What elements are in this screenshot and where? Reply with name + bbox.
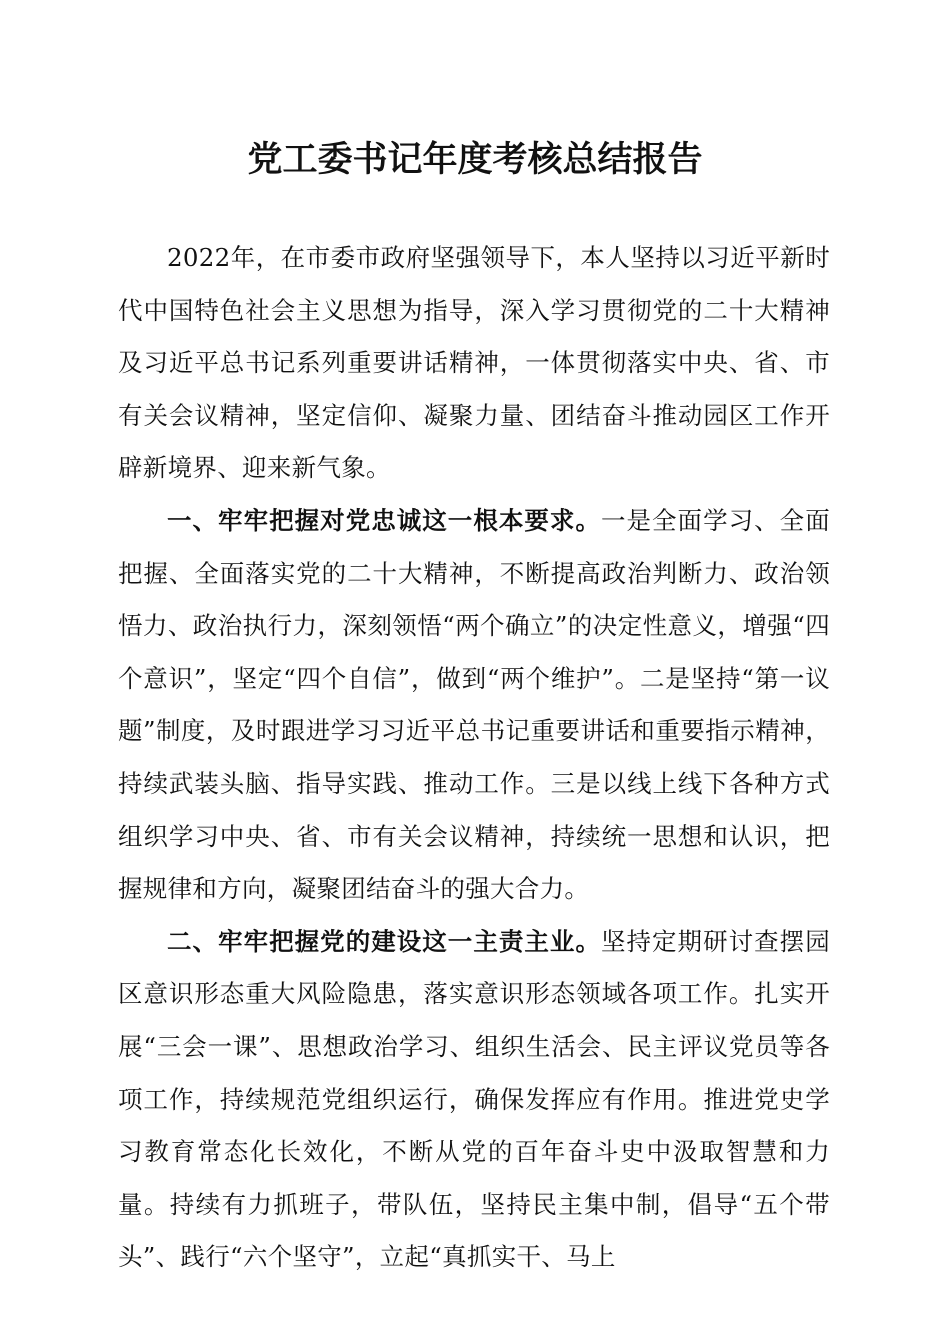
paragraph-text: 坚持定期研讨查摆园区意识形态重大风险隐患，落实意识形态领域各项工作。扎实开展“三会一课”、思想政治学习、组织生活会、民主评议党员等各项工作，持续规范党组织运行，确保发挥应有作用。推进党史学习教育常态化长效化，不断从党的百年奋斗史中汲取智慧和力量。持续有力抓班子，带队伍，坚持民主集中制，倡导“五个带头”、践行“六个坚守”，立起“真抓实干、马上 (118, 926, 830, 1272)
paragraph-intro (118, 232, 830, 495)
paragraph-text: 2022年，在市委市政府坚强领导下，本人坚持以习近平新时代中国特色社会主义思想为指导，深入学习贯彻党的二十大精神及习近平总书记系列重要讲话精神，一体贯彻落实中央、省、市有关会议精神，坚定信仰、凝聚力量、团结奋斗推动园区工作开辟新境界、迎来新气象。 (118, 243, 830, 483)
paragraph-section-2 (118, 916, 830, 1284)
paragraph-section-1 (118, 495, 830, 916)
paragraph-lead: 二、牢牢把握党的建设这一主责主业。 (167, 926, 601, 956)
paragraph-text: 一是全面学习、全面把握、全面落实党的二十大精神，不断提高政治判断力、政治领悟力、政治执行力，深刻领悟“两个确立”的决定性意义，增强“四个意识”，坚定“四个自信”，做到“两个维护”。二是坚持“第一议题”制度，及时跟进学习习近平总书记重要讲话和重要指示精神，持续武装头脑、指导实践、推动工作。三是以线上线下各种方式组织学习中央、省、市有关会议精神，持续统一思想和认识，把握规律和方向，凝聚团结奋斗的强大合力。 (118, 505, 830, 904)
document-title: 党工委书记年度考核总结报告 (247, 139, 703, 180)
paragraph-lead: 一、牢牢把握对党忠诚这一根本要求。 (167, 505, 601, 535)
document-body (118, 232, 830, 1284)
